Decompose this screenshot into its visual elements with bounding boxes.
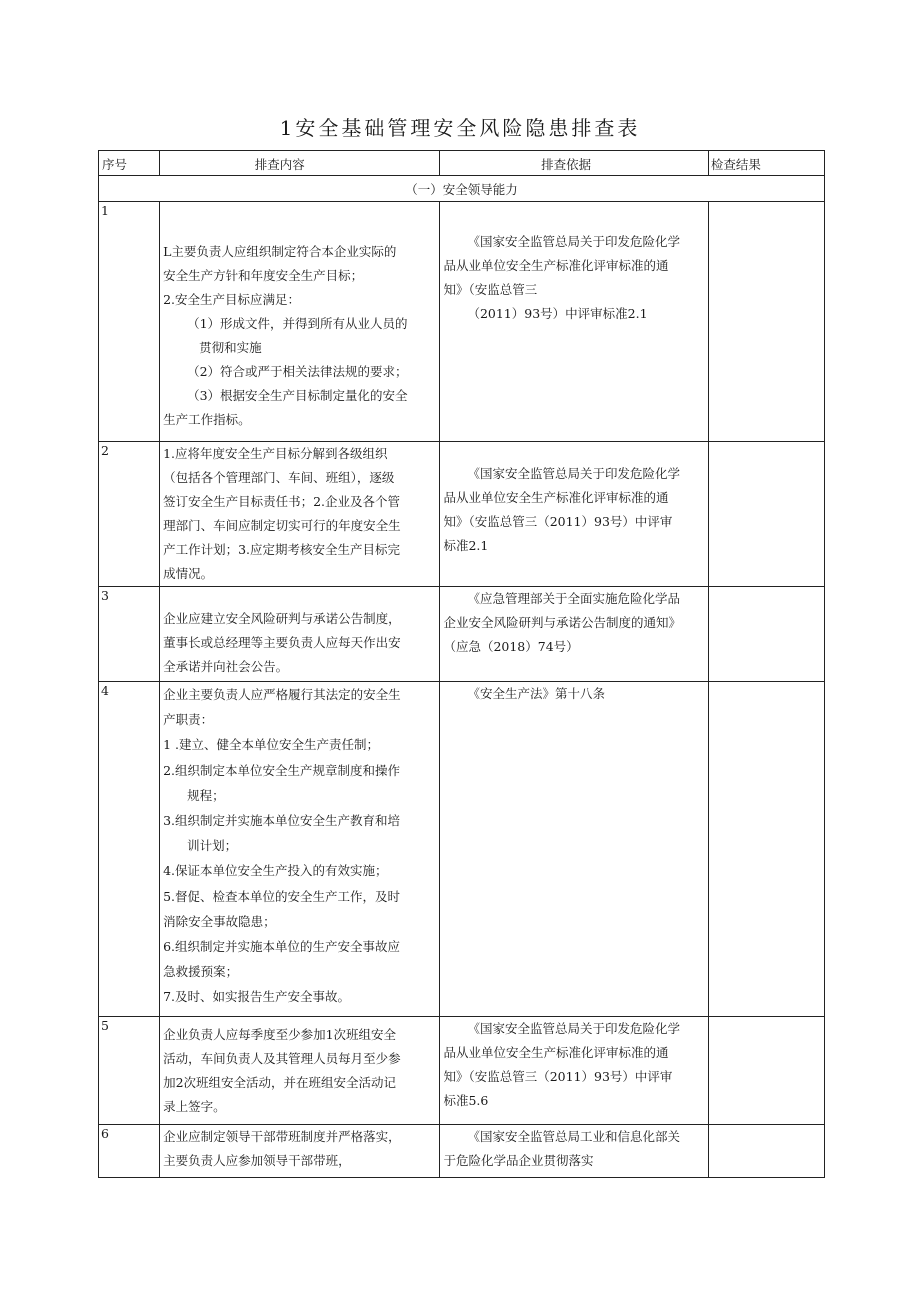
table-row [99, 202, 825, 442]
row-basis: 《安全生产法》第十八条 [440, 682, 708, 1017]
table-row [99, 1017, 825, 1125]
table-row [99, 587, 825, 682]
row-basis: 《应急管理部关于全面实施危险化学品 企业安全风险研判与承诺公告制度的通知》 （应急（2018）74号） [440, 587, 708, 682]
page-title: 1安全基础管理安全风险隐患排查表 [279, 116, 641, 140]
row-content: 1.应将年度安全生产目标分解到各级组织 （包括各个管理部门、车间、班组），逐级 签订安全生产目标责任书；2.企业及各个管 理部门、车间应制定切实可行的年度安全生 产工作计划；3.应定期考核安全生产目标完 成情况。 [160, 442, 440, 587]
row-result[interactable] [708, 1125, 824, 1178]
header-seq: 序号 [99, 151, 160, 176]
row-number: 6 [99, 1125, 160, 1178]
row-result[interactable] [708, 202, 824, 442]
section-row [99, 176, 825, 202]
header-content: 排查内容 [160, 151, 440, 176]
table-row [99, 682, 825, 1017]
row-number: 1 [99, 202, 160, 442]
table-row [99, 1125, 825, 1178]
row-result[interactable] [708, 442, 824, 587]
table-row [99, 442, 825, 587]
row-content: 企业主要负责人应严格履行其法定的安全生 产职责： 1 .建立、健全本单位安全生产责任制； 2.组织制定本单位安全生产规章制度和操作 规程； 3.组织制定并实施本单位安全生产教育和培 训计划； 4.保证本单位安全生产投入的有效实施； 5.督促、检查本单位的安全生产工作，及时 消除安全事故隐患； 6.组织制定并实施本单位的生产安全事故应 急救援预案； 7.及时、如实报告生产安全事故。 [160, 682, 440, 1017]
row-number: 2 [99, 442, 160, 587]
table-header-row [99, 151, 825, 176]
row-basis: 《国家安全监管总局关于印发危险化学 品从业单位安全生产标准化评审标准的通 知》（安监总管三 （2011）93号）中评审标准2.1 [440, 202, 708, 442]
row-number: 3 [99, 587, 160, 682]
row-result[interactable] [708, 587, 824, 682]
row-result[interactable] [708, 682, 824, 1017]
row-number: 5 [99, 1017, 160, 1125]
header-result: 检查结果 [708, 151, 824, 176]
row-basis: 《国家安全监管总局关于印发危险化学 品从业单位安全生产标准化评审标准的通 知》（安监总管三（2011）93号）中评审 标准2.1 [440, 442, 708, 587]
row-content: 企业负责人应每季度至少参加1次班组安全 活动，车间负责人及其管理人员每月至少参 加2次班组安全活动，并在班组安全活动记 录上签字。 [160, 1017, 440, 1125]
row-basis: 《国家安全监管总局工业和信息化部关 于危险化学品企业贯彻落实 [440, 1125, 708, 1178]
row-content: L主要负责人应组织制定符合本企业实际的 安全生产方针和年度安全生产目标； 2.安全生产目标应满足： （1）形成文件，并得到所有从业人员的 贯彻和实施 （2）符合或严于相关法律法规的要求； （3）根据安全生产目标制定量化的安全 生产工作指标。 [160, 202, 440, 442]
hazard-checklist-table [98, 150, 825, 1178]
row-content: 企业应建立安全风险研判与承诺公告制度， 董事长或总经理等主要负责人应每天作出安 全承诺并向社会公告。 [160, 587, 440, 682]
row-basis: 《国家安全监管总局关于印发危险化学 品从业单位安全生产标准化评审标准的通 知》（安监总管三（2011）93号）中评审 标准5.6 [440, 1017, 708, 1125]
row-result[interactable] [708, 1017, 824, 1125]
header-basis: 排查依据 [440, 151, 708, 176]
section-title: （一）安全领导能力 [99, 176, 825, 202]
row-content: 企业应制定领导干部带班制度并严格落实， 主要负责人应参加领导干部带班， [160, 1125, 440, 1178]
row-number: 4 [99, 682, 160, 1017]
